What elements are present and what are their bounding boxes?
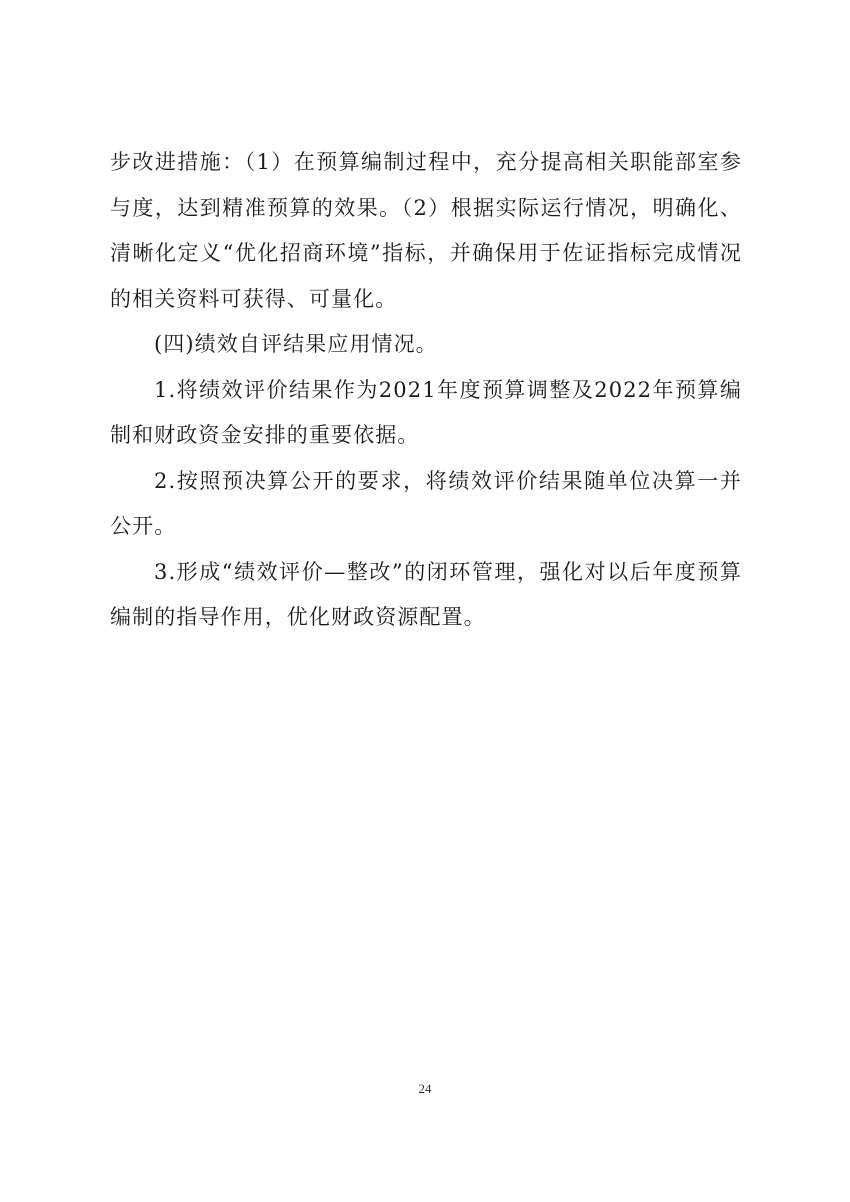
- list-item-2: 2.按照预决算公开的要求，将绩效评价结果随单位决算一并公开。: [110, 468, 742, 538]
- document-body: [110, 140, 742, 641]
- paragraph-continuation: 步改进措施：（1）在预算编制过程中，充分提高相关职能部室参与度，达到精准预算的效果。（2）根据实际运行情况，明确化、清晰化定义“优化招商环境”指标，并确保用于佐证指标完成情况的相关资料可获得、可量化。: [110, 150, 742, 311]
- section-heading: (四)绩效自评结果应用情况。: [154, 332, 438, 356]
- list-item-3: 3.形成“绩效评价—整改”的闭环管理，强化对以后年度预算编制的指导作用，优化财政资源配置。: [110, 559, 742, 629]
- list-item-1: 1.将绩效评价结果作为2021年度预算调整及2022年预算编制和财政资金安排的重要依据。: [110, 377, 742, 447]
- page-number: 24: [418, 1081, 432, 1096]
